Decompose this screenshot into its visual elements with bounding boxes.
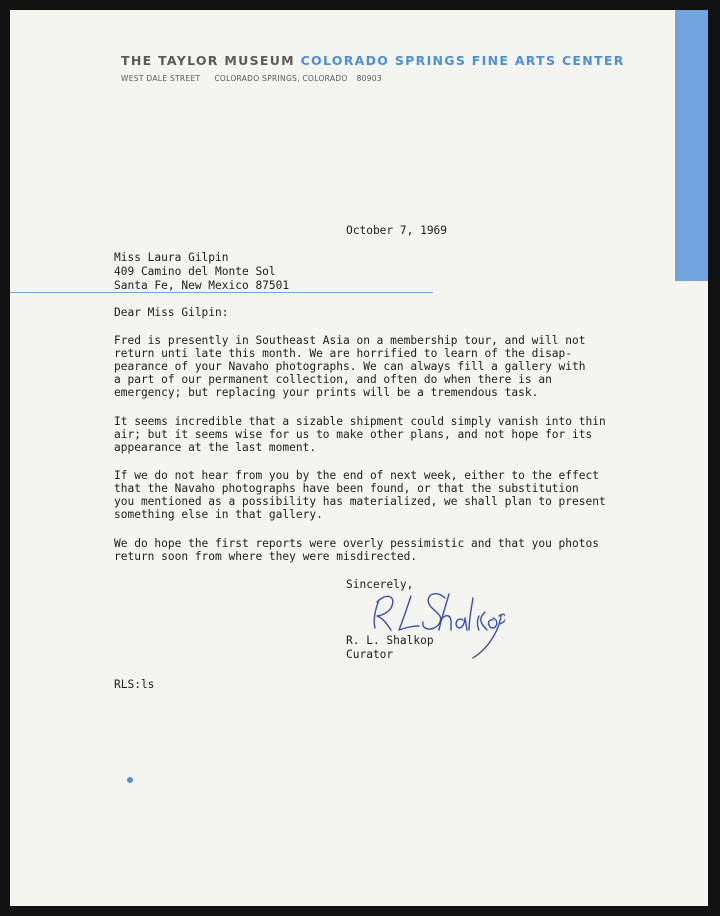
- body-line: that the Navaho photographs have been found, or that the substitution: [114, 482, 579, 495]
- letterhead-address: [121, 74, 382, 83]
- letter-date: October 7, 1969: [346, 224, 448, 237]
- letterhead-color-strip: [675, 10, 708, 281]
- letterhead-museum-name: THE TAYLOR MUSEUM: [121, 53, 295, 68]
- body-line: you mentioned as a possibility has materialized, we shall plan to present: [114, 495, 606, 508]
- body-line: We do hope the first reports were overly pessimistic and that you photos: [114, 537, 599, 550]
- address-rule: [10, 292, 433, 293]
- body-line: return soon from where they were misdirected.: [114, 550, 418, 563]
- signer-block: [346, 634, 434, 662]
- letterhead-center-name: COLORADO SPRINGS FINE ARTS CENTER: [300, 53, 625, 68]
- body-line: appearance at the last moment.: [114, 441, 317, 454]
- recipient-name: Miss Laura Gilpin: [114, 251, 229, 264]
- letter-page: [10, 10, 708, 906]
- recipient-block: [114, 251, 289, 293]
- letterhead-street: WEST DALE STREET: [121, 74, 201, 83]
- body-line: air; but it seems wise for us to make other plans, and not hope for its: [114, 428, 593, 441]
- signer-name: R. L. Shalkop: [346, 634, 434, 647]
- recipient-address-line-2: Santa Fe, New Mexico 87501: [114, 279, 290, 292]
- body-line: It seems incredible that a sizable shipment could simply vanish into thin: [114, 415, 606, 428]
- signer-title: Curator: [346, 648, 394, 661]
- letterhead-zip: 80903: [356, 74, 382, 83]
- letterhead-title: [121, 53, 625, 68]
- body-line: Fred is presently in Southeast Asia on a membership tour, and will not: [114, 334, 586, 347]
- salutation: Dear Miss Gilpin:: [114, 306, 229, 319]
- blue-dot-mark: [127, 777, 133, 783]
- reference-initials: RLS:ls: [114, 678, 155, 691]
- recipient-address-line-1: 409 Camino del Monte Sol: [114, 265, 276, 278]
- body-line: pearance of your Navaho photographs. We can always fill a gallery with: [114, 360, 586, 373]
- letterhead-city: COLORADO SPRINGS, COLORADO: [214, 74, 348, 83]
- body-line: return unti late this month. We are horrified to learn of the disap-: [114, 347, 573, 360]
- paragraph-4: [114, 537, 599, 563]
- closing: Sincerely,: [346, 578, 414, 591]
- paragraph-3: [114, 469, 606, 521]
- body-line: If we do not hear from you by the end of next week, either to the effect: [114, 469, 599, 482]
- body-line: something else in that gallery.: [114, 508, 323, 521]
- body-line: emergency; but replacing your prints will be a tremendous task.: [114, 386, 539, 399]
- paragraph-1: [114, 334, 585, 399]
- body-line: a part of our permanent collection, and often do when there is an: [114, 373, 552, 386]
- paragraph-2: [114, 415, 606, 454]
